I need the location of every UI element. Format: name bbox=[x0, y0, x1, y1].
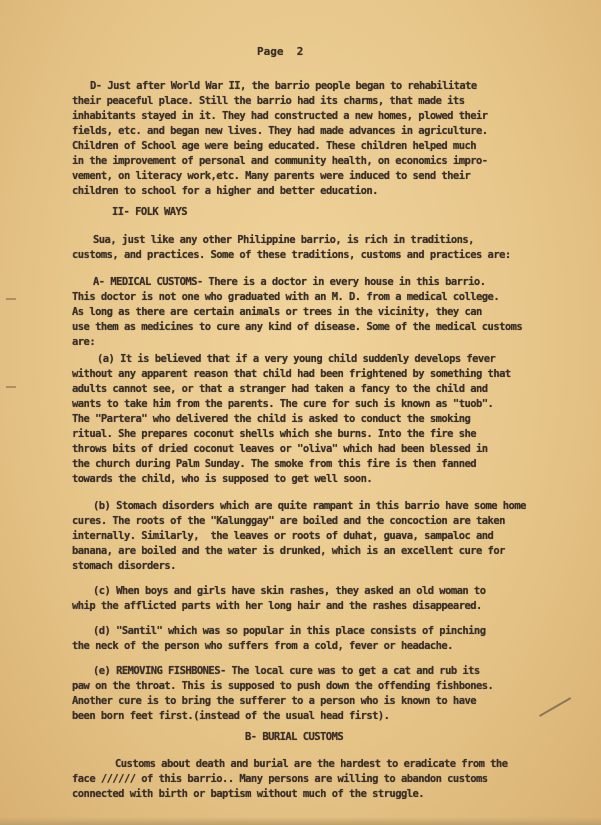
text-line: been born feet first.(instead of the usual head first). bbox=[72, 710, 390, 722]
text-line: the neck of the person who suffers from a cold, fever or headache. bbox=[72, 640, 453, 652]
text-line: (b) Stomach disorders which are quite rampant in this barrio have some home bbox=[93, 500, 526, 512]
text-line: their peaceful place. Still the barrio had its charms, that made its bbox=[72, 95, 465, 107]
margin-mark bbox=[6, 386, 16, 388]
text-line: fields, etc. and began new lives. They had made advances in agriculture. bbox=[72, 125, 488, 137]
text-line: wants to take him from the parents. The cure for such is known as "tuob". bbox=[72, 398, 494, 410]
text-line: cures. The roots of the "Kalunggay" are boiled and the concoction are taken bbox=[72, 515, 505, 527]
text-line: in the improvement of personal and community health, on economics impro- bbox=[72, 155, 488, 167]
text-line: paw on the throat. This is supposed to push down the offending fishbones. bbox=[72, 680, 494, 692]
text-line: are: bbox=[72, 336, 96, 348]
text-line: towards the child, who is supposed to get well soon. bbox=[72, 473, 373, 485]
text-line: Customs about death and burial are the hardest to eradicate from the bbox=[115, 758, 508, 770]
text-line: internally. Similarly, the leaves or roots of duhat, guava, sampaloc and bbox=[72, 530, 494, 542]
text-line: inhabitants stayed in it. They had constructed a new homes, plowed their bbox=[72, 110, 488, 122]
text-line: Sua, just like any other Philippine barrio, is rich in traditions, bbox=[93, 234, 474, 246]
text-line: ritual. She prepares coconut shells which she burns. Into the fire she bbox=[72, 428, 477, 440]
text-line: D- Just after World War II, the barrio people began to rehabilitate bbox=[90, 80, 477, 92]
text-line: use them as medicines to cure any kind of disease. Some of the medical customs bbox=[72, 321, 523, 333]
text-line: (a) It is believed that if a very young child suddenly develops fever bbox=[97, 353, 496, 365]
text-line: The "Partera" who delivered the child is asked to conduct the smoking bbox=[72, 413, 471, 425]
text-line: banana, are boiled and the water is drunked, which is an excellent cure for bbox=[72, 545, 505, 557]
text-line: (c) When boys and girls have skin rashes, they asked an old woman to bbox=[93, 585, 486, 597]
text-line: throws bits of dried coconut leaves or "oliva" which had been blessed in bbox=[72, 443, 488, 455]
section-heading: B- BURIAL CUSTOMS bbox=[245, 731, 344, 743]
section-heading: II- FOLK WAYS bbox=[112, 206, 188, 218]
text-line: the church during Palm Sunday. The smoke from this fire is then fanned bbox=[72, 458, 477, 470]
text-line: connected with birth or baptism without much of the struggle. bbox=[72, 788, 425, 800]
text-line: whip the afflicted parts with her long hair and the rashes disappeared. bbox=[72, 600, 482, 612]
text-line: Another cure is to bring the sufferer to a person who is known to have bbox=[72, 695, 477, 707]
text-line: A- MEDICAL CUSTOMS- There is a doctor in every house in this barrio. bbox=[93, 276, 486, 288]
text-line: customs, and practices. Some of these traditions, customs and practices are: bbox=[72, 249, 511, 261]
text-line: (d) "Santil" which was so popular in this place consists of pinching bbox=[93, 625, 486, 637]
text-line: (e) REMOVING FISHBONES- The local cure was to get a cat and rub its bbox=[93, 665, 480, 677]
text-line: without any apparent reason that child had been frightened by something that bbox=[72, 368, 511, 380]
pen-scratch bbox=[539, 697, 571, 716]
text-line: adults cannot see, or that a stranger had taken a fancy to the child and bbox=[72, 383, 488, 395]
text-line: As long as there are certain animals or trees in the vicinity, they can bbox=[72, 306, 482, 318]
page-edge-shadow bbox=[0, 817, 601, 825]
text-line: stomach disorders. bbox=[72, 560, 176, 572]
text-line: children to school for a higher and better education. bbox=[72, 185, 378, 197]
text-line: face ////// of this barrio.. Many persons are willing to abandon customs bbox=[72, 773, 488, 785]
margin-mark bbox=[6, 298, 16, 300]
page-number: Page 2 bbox=[257, 45, 304, 58]
text-line: vement, on literacy work,etc. Many parents were induced to send their bbox=[72, 170, 471, 182]
text-line: Children of School age were being educated. These children helped much bbox=[72, 140, 477, 152]
text-line: This doctor is not one who graduated with an M. D. from a medical college. bbox=[72, 291, 500, 303]
